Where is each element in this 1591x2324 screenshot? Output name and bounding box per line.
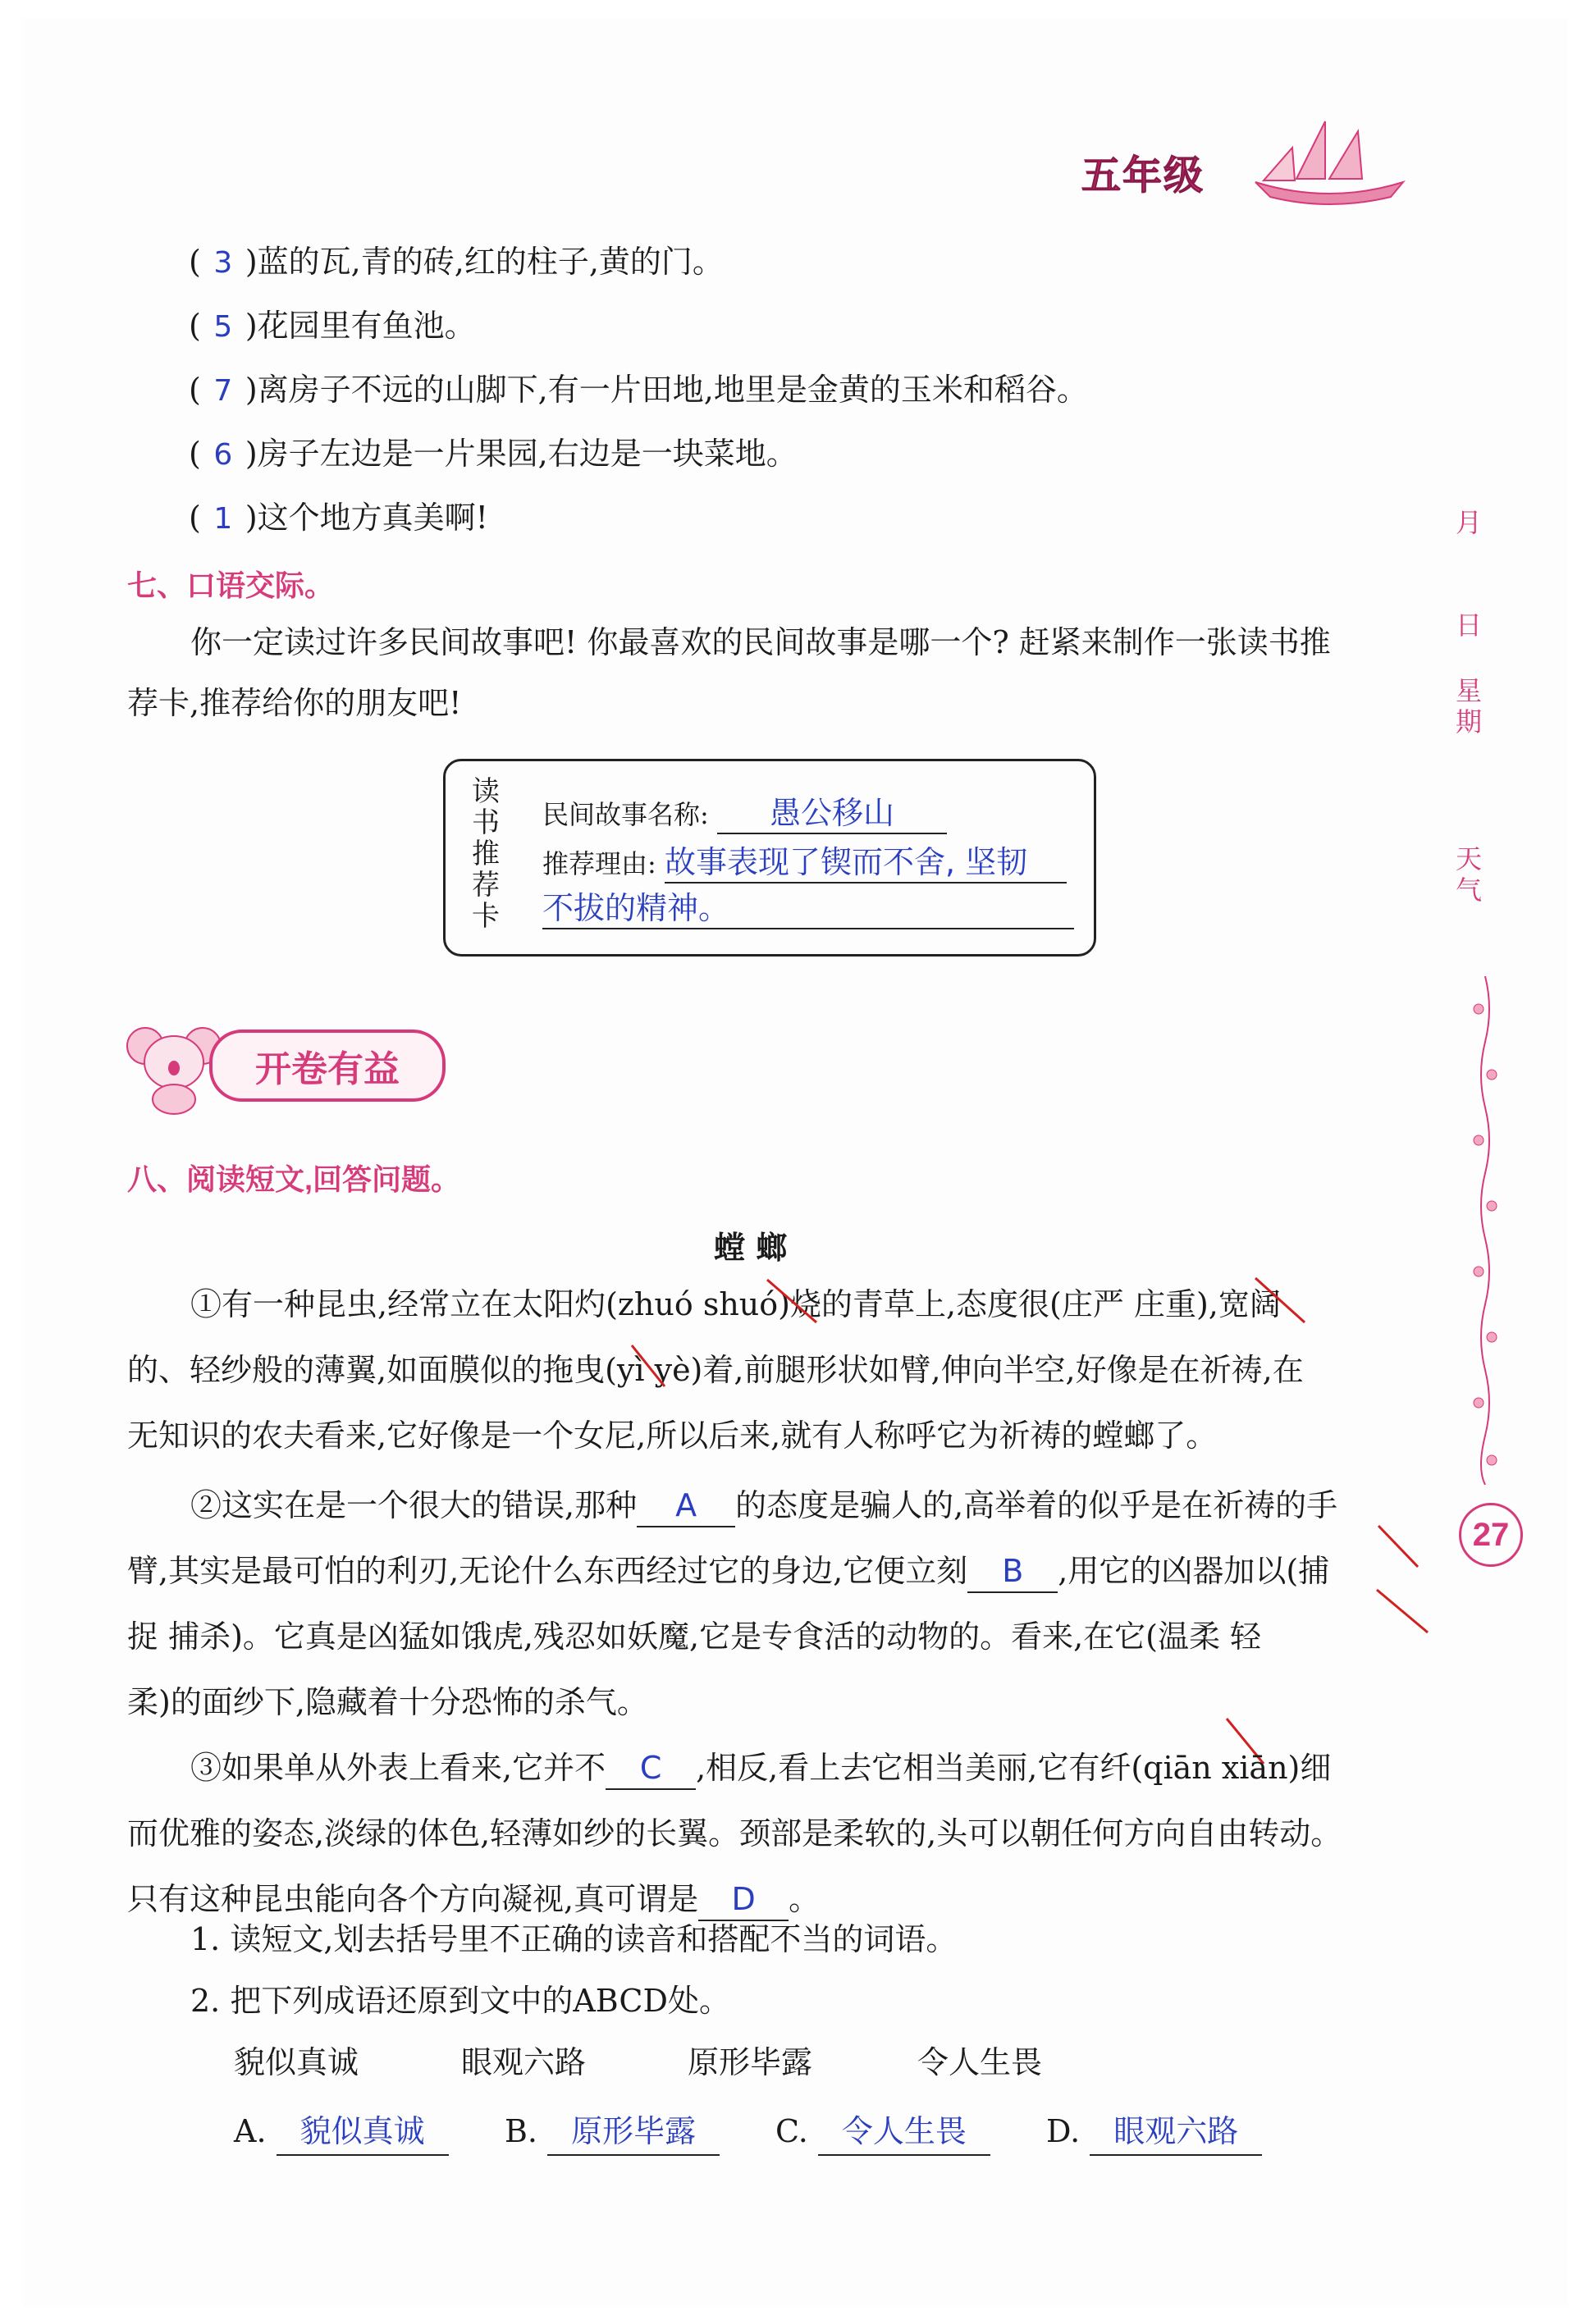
answer-letter: B. [505, 2113, 538, 2149]
item-text: )蓝的瓦,青的砖,红的柱子,黄的门。 [245, 244, 724, 280]
paragraph-line: 柔)的面纱下,隐藏着十分恐怖的杀气。 [127, 1684, 648, 1720]
sidebar-weekday: 星期 [1452, 677, 1483, 739]
paragraph-line: 无知识的农夫看来,它好像是一个女尼,所以后来,就有人称呼它为祈祷的螳螂了。 [127, 1418, 1218, 1454]
blank-d: D [698, 1879, 789, 1921]
answer-letter: C. [775, 2113, 808, 2149]
section-7-title: 七、口语交际。 [127, 568, 335, 602]
answer-b: 原形毕露 [547, 2108, 720, 2156]
idiom-item: 令人生畏 [917, 2044, 1043, 2080]
answer-number: 7 [213, 374, 233, 408]
answer-letter: A. [234, 2113, 267, 2149]
section-7-para-line2: 荐卡,推荐给你的朋友吧! [127, 685, 462, 721]
text-span: ,相反,看上去它相当美丽,它有纤(qiān xiān)细 [696, 1750, 1332, 1786]
sidebar-month: 月 [1452, 509, 1483, 540]
paragraph-line [127, 1735, 1420, 1801]
passage-title: 螳 螂 [714, 1230, 788, 1266]
text-span: ③如果单从外表上看来,它并不 [190, 1750, 606, 1786]
answer-item [1046, 2108, 1262, 2156]
blank-b: B [967, 1550, 1058, 1593]
question-2: 2. 把下列成语还原到文中的ABCD处。 [190, 1983, 730, 2019]
story-name-label: 民间故事名称: [542, 799, 709, 830]
page-number: 27 [1472, 1517, 1510, 1553]
answer-number: 6 [213, 438, 233, 472]
answer-number: 3 [213, 246, 233, 280]
paragraph-line: 而优雅的姿态,淡绿的体色,轻薄如纱的长翼。颈部是柔软的,头可以朝任何方向自由转动。 [127, 1815, 1342, 1851]
story-name-answer: 愚公移山 [717, 788, 947, 834]
answer-number: 5 [213, 310, 233, 344]
section-7-para-line1: 你一定读过许多民间故事吧! 你最喜欢的民间故事是哪一个? 赶紧来制作一张读书推 [190, 624, 1331, 660]
sidebar-day: 日 [1452, 611, 1483, 642]
answer-item [234, 2108, 449, 2156]
answer-number: 1 [213, 502, 233, 536]
answer-c: 令人生畏 [818, 2108, 990, 2156]
answer-item [775, 2108, 990, 2156]
answer-item [505, 2108, 720, 2156]
text-span: 臂,其实是最可怕的利刃,无论什么东西经过它的身边,它便立刻 [127, 1553, 968, 1589]
section-8-title: 八、阅读短文,回答问题。 [127, 1162, 461, 1196]
list-item: ( 1 )这个地方真美啊! [189, 500, 488, 536]
answer-letter: D. [1046, 2113, 1081, 2149]
list-item: ( 3 )蓝的瓦,青的砖,红的柱子,黄的门。 [189, 244, 724, 280]
reason-answer-line2: 不拔的精神。 [542, 883, 1074, 929]
question-1: 1. 读短文,划去括号里不正确的读音和搭配不当的词语。 [190, 1921, 958, 1957]
list-item: ( 7 )离房子不远的山脚下,有一片田地,地里是金黄的玉米和稻谷。 [189, 372, 1088, 408]
sidebar-weather: 天气 [1452, 845, 1483, 907]
item-text: )花园里有鱼池。 [245, 308, 476, 344]
idiom-item: 原形毕露 [688, 2044, 813, 2080]
text-span: ②这实在是一个很大的错误,那种 [190, 1487, 638, 1523]
paragraph-line: ①有一种昆虫,经常立在太阳灼(zhuó shuó)烧的青草上,态度很(庄严 庄重),宽阔 [190, 1286, 1281, 1322]
text-span: ,用它的凶器加以(捕 [1058, 1553, 1330, 1589]
passage-paragraph-3 [127, 1735, 1420, 1932]
answer-d: 眼观六路 [1090, 2108, 1262, 2156]
item-text: )这个地方真美啊! [245, 500, 488, 536]
page-number-badge [1459, 1503, 1523, 1567]
vine-divider-icon [1469, 976, 1502, 1485]
item-text: )离房子不远的山脚下,有一片田地,地里是金黄的玉米和稻谷。 [245, 372, 1088, 408]
item-text: )房子左边是一片果园,右边是一块菜地。 [245, 436, 798, 472]
answer-a: 貌似真诚 [277, 2108, 449, 2156]
text-span: 只有这种昆虫能向各个方向凝视,真可谓是 [127, 1881, 699, 1917]
paragraph-line: 的、轻纱般的薄翼,如面膜似的拖曳(yì yè)着,前腿形状如臂,伸向半空,好像是在祈祷,在 [127, 1352, 1304, 1388]
text-span: 。 [789, 1881, 821, 1917]
banner-label: 开卷有益 [255, 1049, 400, 1089]
text-span: 的态度是骗人的,高举着的似乎是在祈祷的手 [735, 1487, 1338, 1523]
paragraph-line [127, 1472, 1420, 1538]
reason-label: 推荐理由: [542, 848, 656, 879]
list-item: ( 6 )房子左边是一片果园,右边是一块菜地。 [189, 436, 798, 472]
card-vertical-title: 读书推荐卡 [472, 775, 500, 933]
paragraph-line: 捉 捕杀)。它真是凶猛如饿虎,残忍如妖魔,它是专食活的动物的。看来,在它(温柔 轻 [127, 1619, 1262, 1655]
grade-label: 五年级 [1081, 154, 1205, 198]
blank-a: A [637, 1485, 735, 1527]
list-item: ( 5 )花园里有鱼池。 [189, 308, 476, 344]
reason-answer-line1: 故事表现了锲而不舍, 坚韧 [665, 837, 1067, 883]
idiom-item: 眼观六路 [461, 2044, 587, 2080]
blank-c: C [606, 1747, 696, 1790]
idiom-item: 貌似真诚 [234, 2044, 359, 2080]
passage-paragraph-2 [127, 1472, 1420, 1735]
paragraph-line [127, 1538, 1420, 1604]
